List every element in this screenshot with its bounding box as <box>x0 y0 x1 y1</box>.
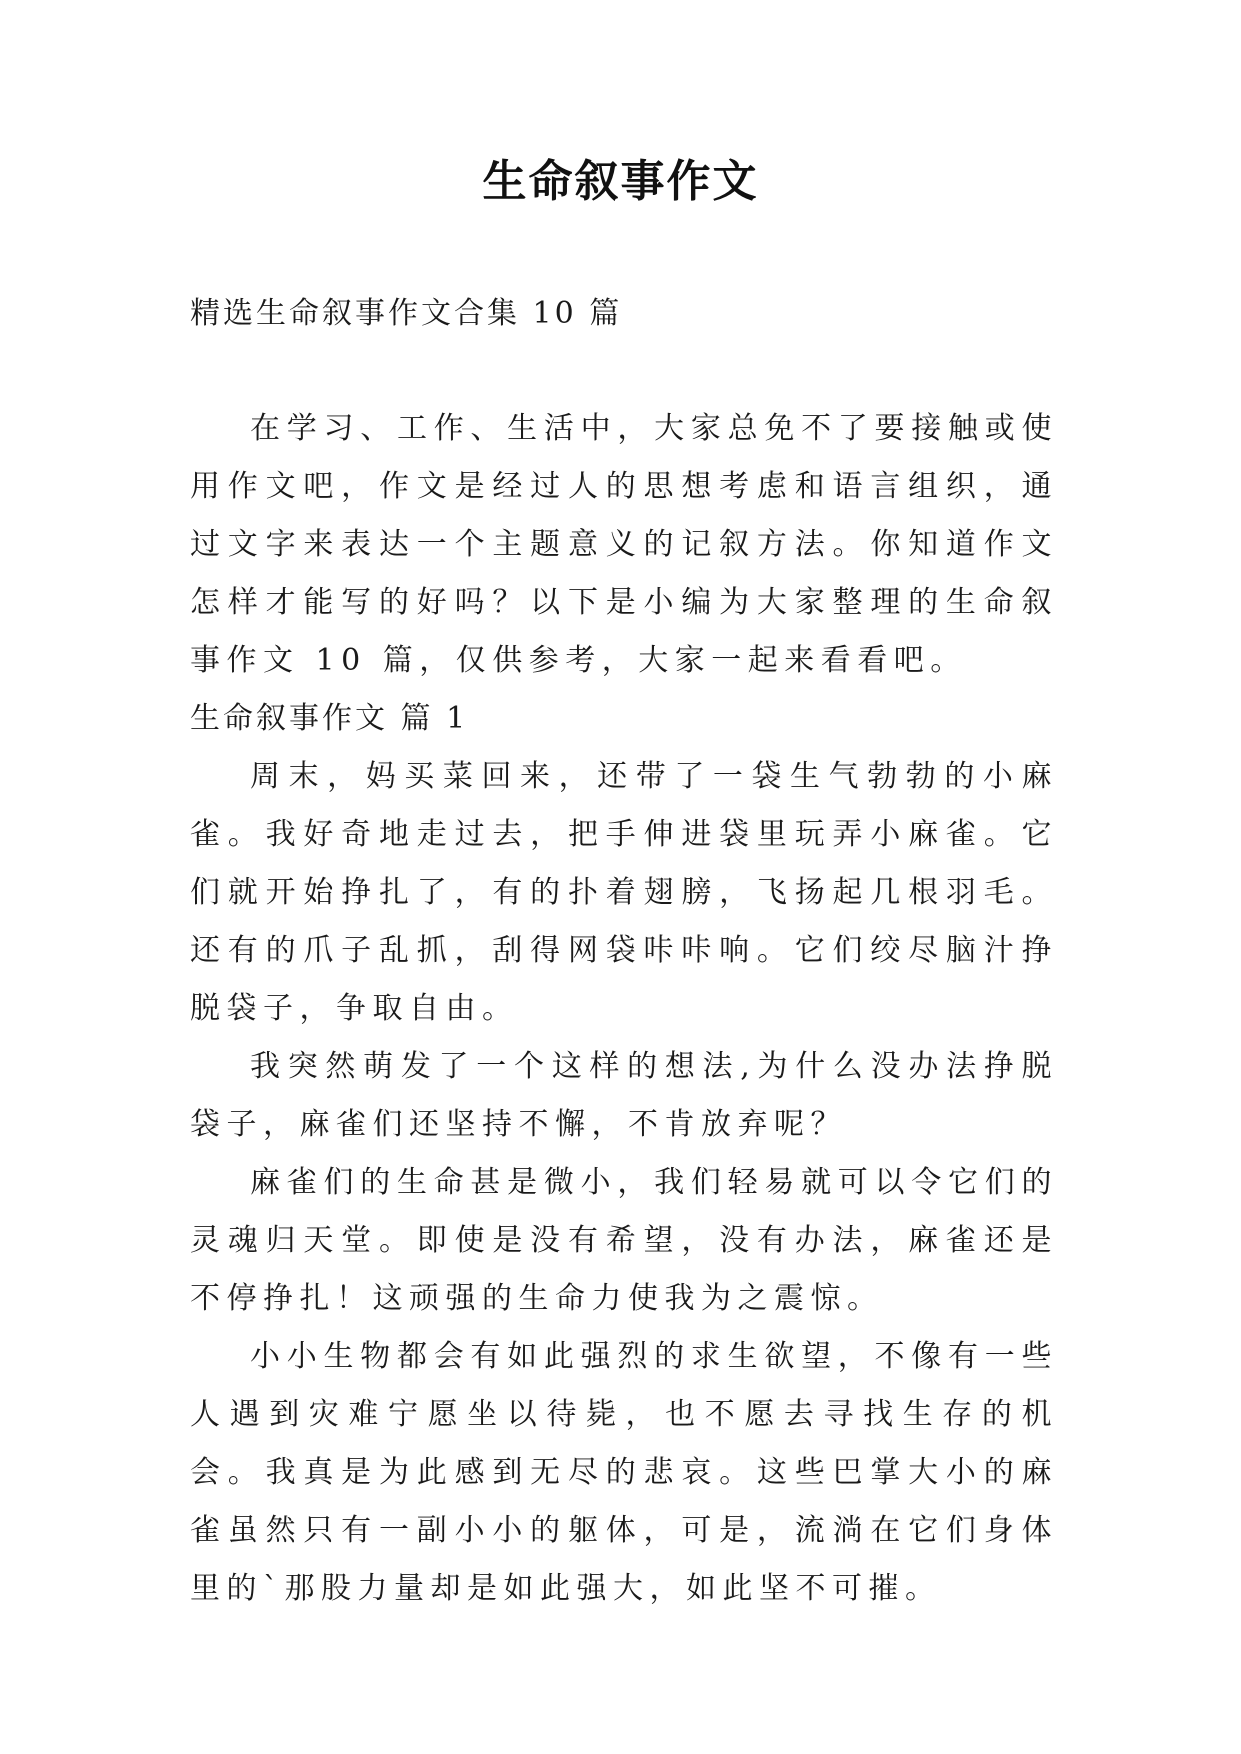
body-paragraph: 小小生物都会有如此强烈的求生欲望，不像有一些人遇到灾难宁愿坐以待毙，也不愿去寻找生存的机会。我真是为此感到无尽的悲哀。这些巴掌大小的麻雀虽然只有一副小小的躯体，可是，流淌在它们身体里的`那股力量却是如此强大，如此坚不可摧。 <box>190 1339 1058 1606</box>
document-title: 生命叙事作文 <box>482 156 759 207</box>
section-heading: 生命叙事作文 篇 1 <box>190 701 469 736</box>
document-body <box>190 400 1058 1618</box>
body-paragraph: 周末，妈买菜回来，还带了一袋生气勃勃的小麻雀。我好奇地走过去，把手伸进袋里玩弄小麻雀。它们就开始挣扎了，有的扑着翅膀，飞扬起几根羽毛。还有的爪子乱抓，刮得网袋咔咔响。它们绞尽脑汁挣脱袋子，争取自由。 <box>190 759 1058 1026</box>
document-subtitle: 精选生命叙事作文合集 10 篇 <box>190 296 623 331</box>
body-paragraph: 我突然萌发了一个这样的想法,为什么没办法挣脱袋子，麻雀们还坚持不懈，不肯放弃呢？ <box>190 1049 1058 1142</box>
body-paragraph: 麻雀们的生命甚是微小，我们轻易就可以令它们的灵魂归天堂。即使是没有希望，没有办法，麻雀还是不停挣扎！这顽强的生命力使我为之震惊。 <box>190 1165 1058 1316</box>
intro-paragraph: 在学习、工作、生活中，大家总免不了要接触或使用作文吧，作文是经过人的思想考虑和语言组织，通过文字来表达一个主题意义的记叙方法。你知道作文怎样才能写的好吗？以下是小编为大家整理的生命叙事作文 10 篇，仅供参考，大家一起来看看吧。 <box>190 411 1058 678</box>
